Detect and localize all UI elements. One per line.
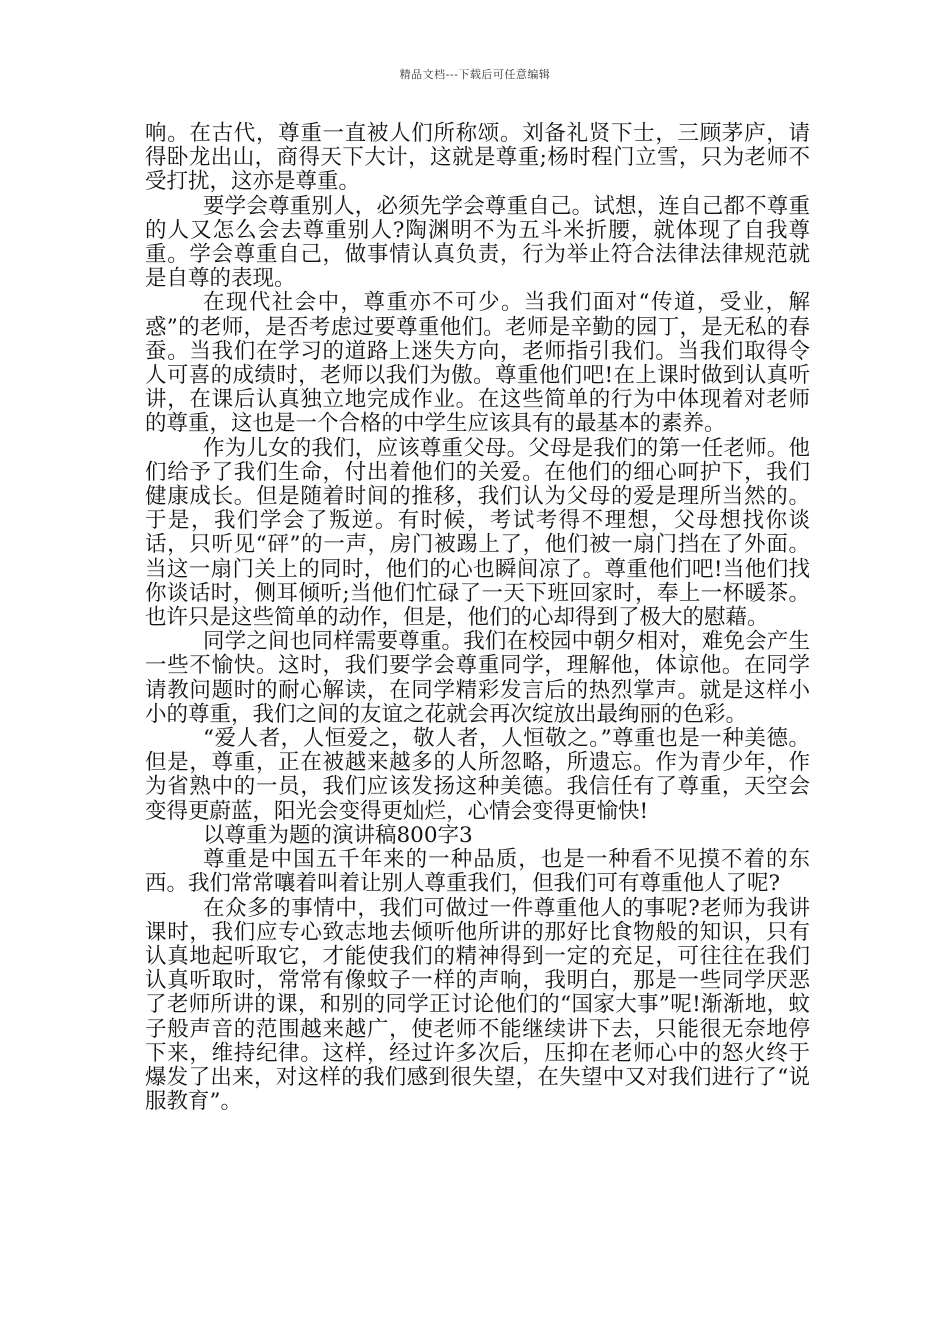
paragraph: 在众多的事情中，我们可做过一件尊重他人的事呢?老师为我讲课时，我们应专心致志地去倾听他所讲的那好比食物般的知识，只有认真地起听取它，才能使我们的精神得到一定的充足，可往往在我们认真听取时，常常有像蚊子一样的声响，我明白，那是一些同学厌恶了老师所讲的课，和别的同学正讨论他们的“国家大事”呢!渐渐地，蚊子般声音的范围越来越广，使老师不能继续讲下去，只能很无奈地停下来，维持纪律。这样，经过许多次后，压抑在老师心中的怒火终于爆发了出来，对这样的我们感到很失望，在失望中又对我们进行了“说服教育”。 bbox=[145, 895, 810, 1115]
paragraph: 要学会尊重别人，必须先学会尊重自己。试想，连自己都不尊重的人又怎么会去尊重别人?陶渊明不为五斗米折腰，就体现了自我尊重。学会尊重自己，做事情认真负责，行为举止符合法律法律规范就是自尊的表现。 bbox=[145, 193, 810, 292]
page-header: 精品文档---下载后可任意编辑 bbox=[399, 68, 551, 81]
paragraph: 尊重是中国五千年来的一种品质，也是一种看不见摸不着的东西。我们常常嚷着叫着让别人尊重我们，但我们可有尊重他人了呢? bbox=[145, 847, 810, 897]
paragraph: “爱人者，人恒爱之，敬人者，人恒敬之。”尊重也是一种美德。但是，尊重，正在被越来越多的人所忽略，所遗忘。作为青少年，作为省熟中的一员，我们应该发扬这种美德。我信任有了尊重，天空会变得更蔚蓝，阳光会变得更灿烂，心情会变得更愉快! bbox=[145, 726, 810, 824]
paragraph: 在现代社会中，尊重亦不可少。当我们面对“传道，受业，解惑”的老师，是否考虑过要尊重他们。老师是辛勤的园丁，是无私的春蚕。当我们在学习的道路上迷失方向，老师指引我们。当我们取得令人可喜的成绩时，老师以我们为傲。尊重他们吧!在上课时做到认真听讲，在课后认真独立地完成作业。在这些简单的行为中体现着对老师的尊重，这也是一个合格的中学生应该具有的最基本的素养。 bbox=[145, 290, 810, 437]
paragraph: 响。在古代，尊重一直被人们所称颂。刘备礼贤下士，三顾茅庐，请得卧龙出山，商得天下大计，这就是尊重;杨时程门立雪，只为老师不受打扰，这亦是尊重。 bbox=[145, 121, 810, 195]
document-body bbox=[145, 122, 810, 1114]
section-heading: 以尊重为题的演讲稿800字3 bbox=[203, 822, 473, 848]
paragraph: 作为儿女的我们，应该尊重父母。父母是我们的第一任老师。他们给予了我们生命，付出着他们的关爱。在他们的细心呵护下，我们健康成长。但是随着时间的推移，我们认为父母的爱是理所当然的。于是，我们学会了叛逆。有时候，考试考得不理想，父母想找你谈话，只听见“砰”的一声，房门被踢上了，他们被一扇门挡在了外面。当这一扇门关上的同时，他们的心也瞬间凉了。尊重他们吧!当他们找你谈话时，侧耳倾听;当他们忙碌了一天下班回家时，奉上一杯暖茶。也许只是这些简单的动作，但是，他们的心却得到了极大的慰藉。 bbox=[145, 435, 810, 631]
paragraph: 同学之间也同样需要尊重。我们在校园中朝夕相对，难免会产生一些不愉快。这时，我们要学会尊重同学，理解他，体谅他。在同学请教问题时的耐心解读，在同学精彩发言后的热烈掌声。就是这样小小的尊重，我们之间的友谊之花就会再次绽放出最绚丽的色彩。 bbox=[145, 629, 810, 727]
